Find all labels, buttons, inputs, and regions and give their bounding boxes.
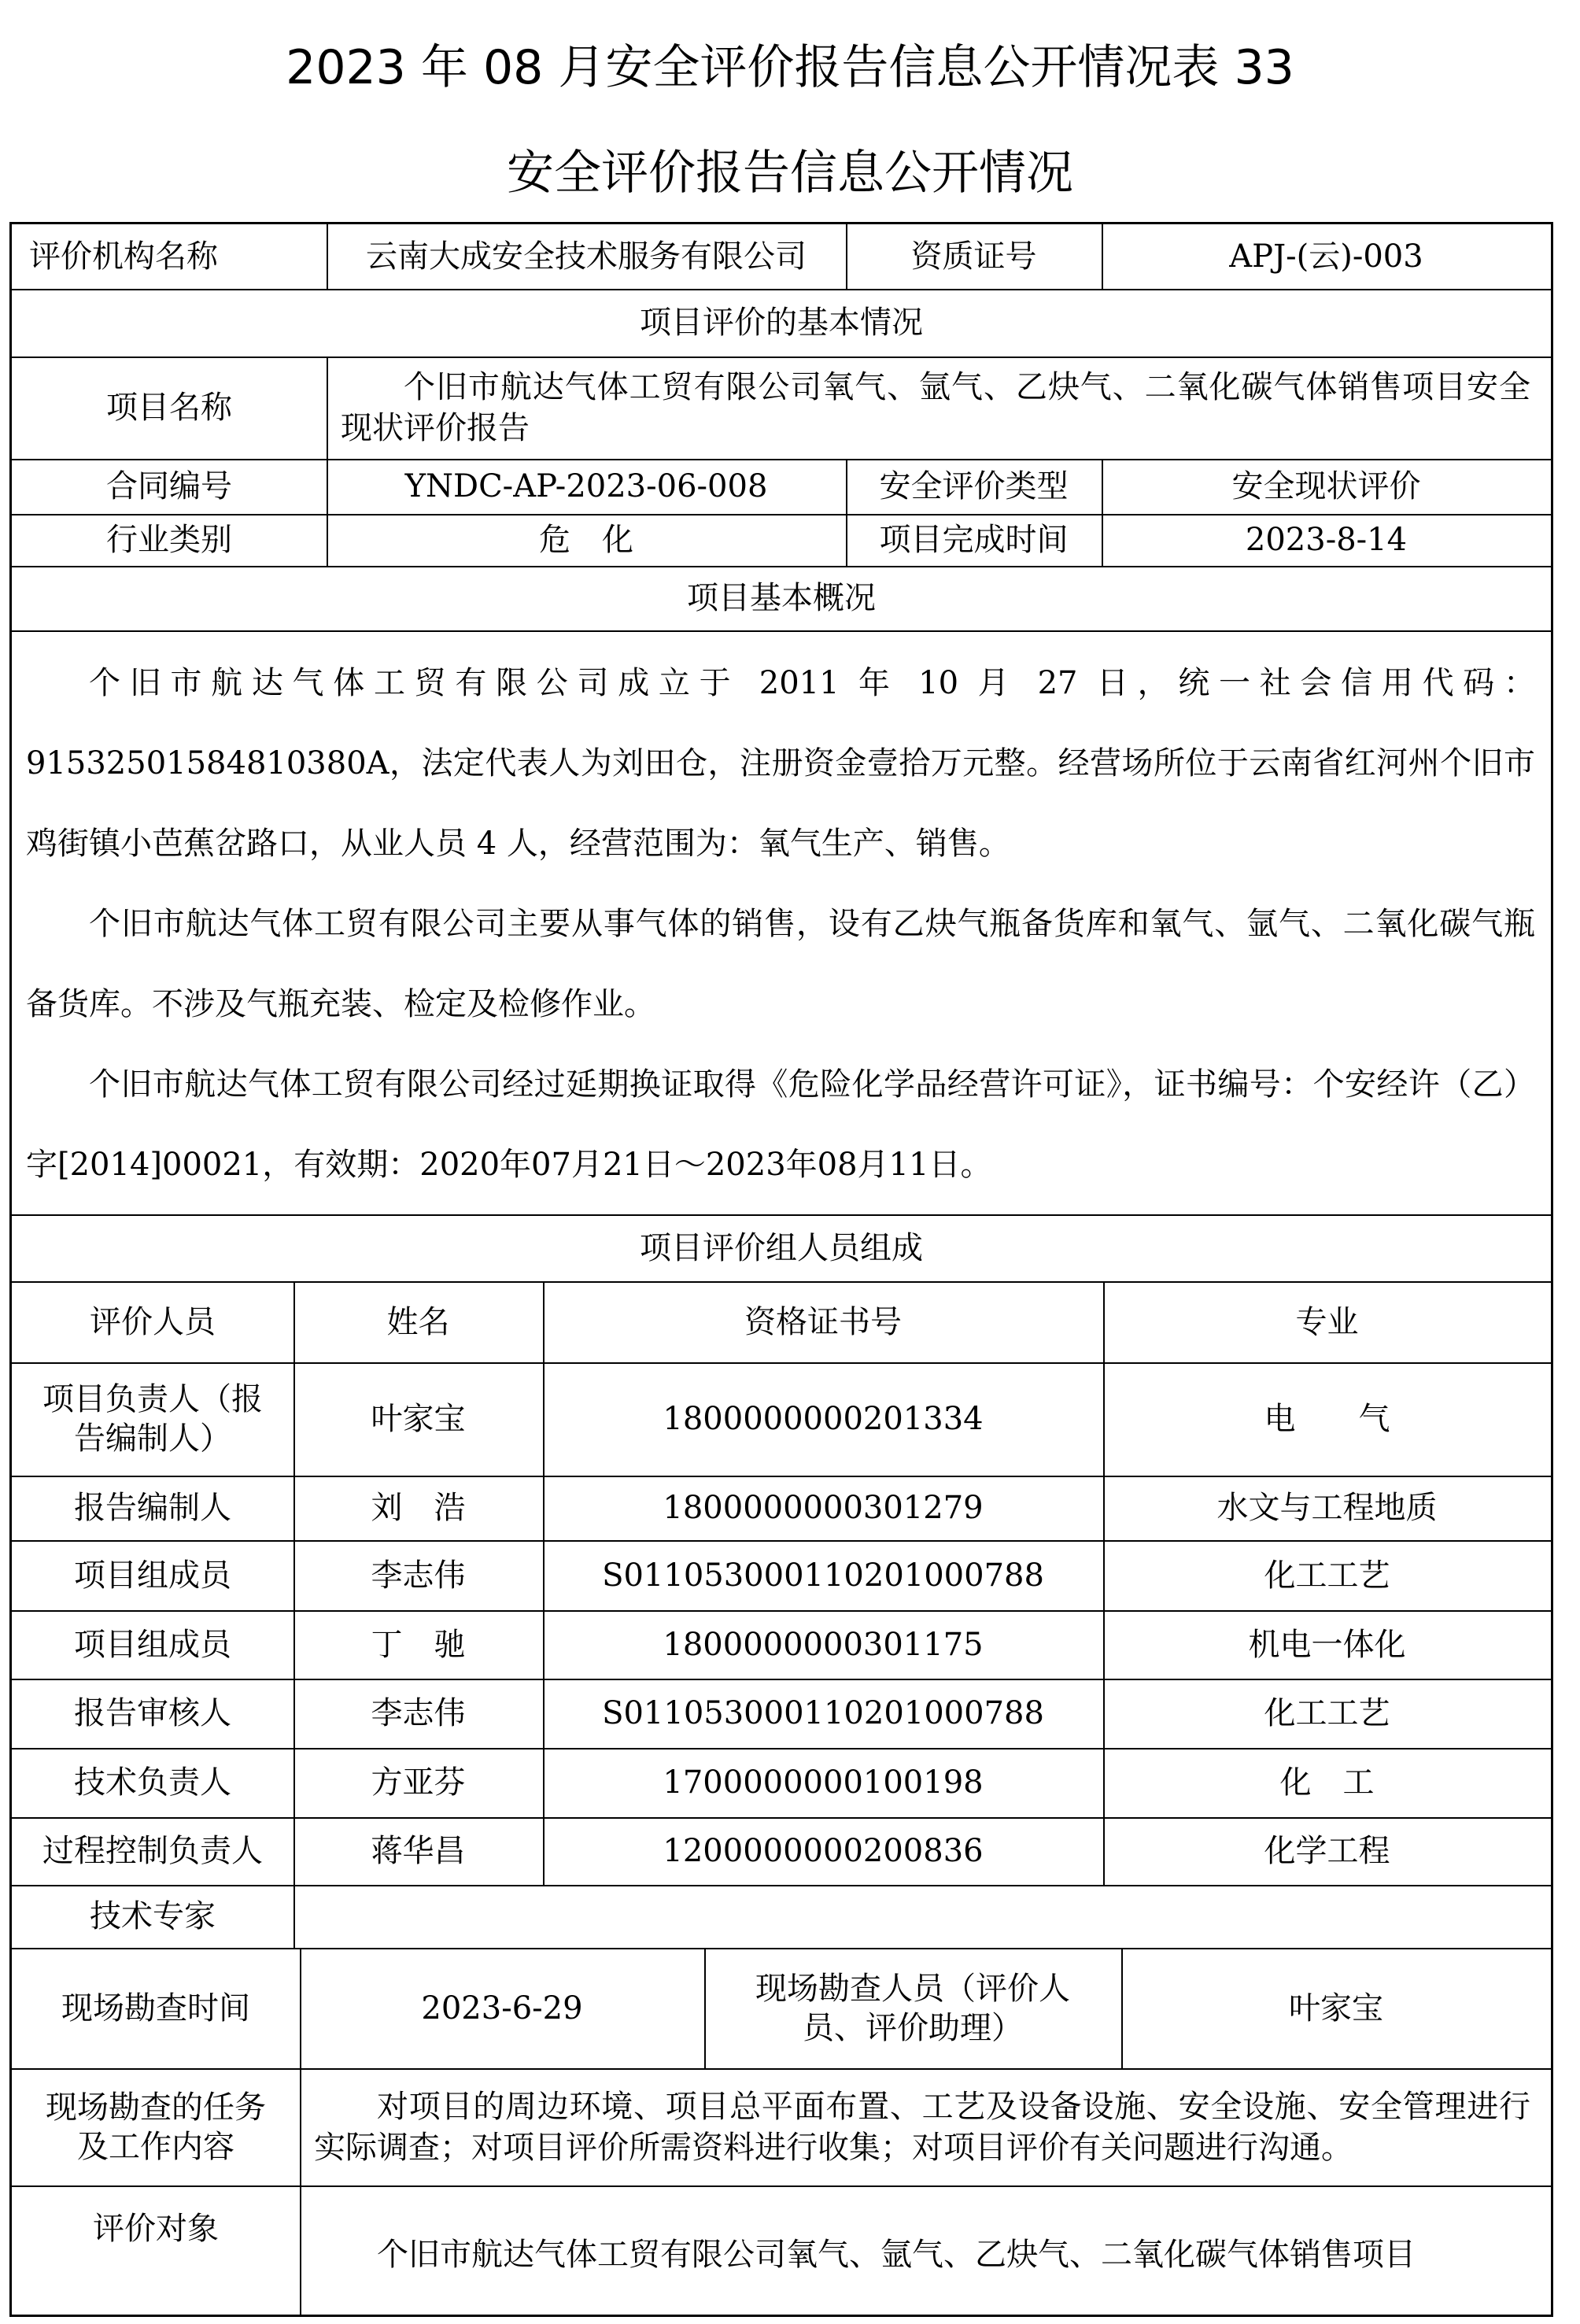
industry-label: 行业类别 [106, 522, 232, 558]
table-row-major: 化工工艺 [1264, 1695, 1390, 1731]
table-row-major: 化工工艺 [1264, 1557, 1390, 1594]
evaluation-type: 安全现状评价 [1231, 468, 1421, 504]
cert-label: 资质证号 [910, 238, 1037, 275]
survey-staff: 叶家宝 [1289, 1990, 1383, 2027]
disclosure-table [9, 222, 1553, 2317]
table-row-major: 电 气 [1264, 1401, 1390, 1437]
survey-task-label: 现场勘查的任务及工作内容 [46, 2089, 266, 2165]
table-row-role: 项目负责人（报告编制人） [42, 1381, 263, 1457]
survey-task: 对项目的周边环境、项目总平面布置、工艺及设备设施、安全设施、安全管理进行实际调查；对项目评价所需资料进行收集；对项目评价有关问题进行沟通。 [314, 2088, 1530, 2166]
overview-paragraph: 个旧市航达气体工贸有限公司主要从事气体的销售，设有乙炔气瓶备货库和氧气、氩气、二氧化碳气瓶备货库。不涉及气瓶充装、检定及检修作业。 [26, 906, 1535, 1022]
table-row-name: 丁 驰 [371, 1626, 466, 1663]
org-name: 云南大成安全技术服务有限公司 [366, 238, 807, 275]
evaluation-object-label: 评价对象 [93, 2211, 219, 2247]
contract-label: 合同编号 [106, 468, 232, 504]
overview-paragraph: 个旧市航达气体工贸有限公司经过延期换证取得《危险化学品经营许可证》，证书编号：个安经许（乙）字[2014]00021，有效期：2020年07月21日～2023年08月11日。 [26, 1066, 1535, 1183]
col-header-major: 专业 [1295, 1303, 1359, 1340]
expert-label: 技术专家 [90, 1898, 216, 1934]
col-header-name: 姓名 [386, 1303, 450, 1340]
project-name: 个旧市航达气体工贸有限公司氧气、氩气、乙炔气、二氧化碳气体销售项目安全现状评价报告 [341, 369, 1530, 446]
evaluation-type-label: 安全评价类型 [879, 468, 1069, 504]
table-row-major: 化学工程 [1264, 1833, 1390, 1869]
table-row-cert: 1200000000200836 [663, 1833, 984, 1869]
table-row-role: 报告审核人 [74, 1695, 231, 1731]
overview-paragraph: 个旧市航达气体工贸有限公司成立于 2011 年 10 月 27 日，统一社会信用代码：91532501584810380A，法定代表人为刘田仓，注册资金壹拾万元整。经营场所位于云南省红河州个旧市鸡街镇小芭蕉岔路口，从业人员 4 人，经营范围为：氧气生产、销售。 [26, 665, 1535, 862]
table-row-cert: 1800000000301279 [663, 1490, 984, 1526]
finish-date: 2023-8-14 [1245, 522, 1408, 558]
table-row-cert: S011053000110201000788 [602, 1695, 1044, 1731]
col-header-role: 评价人员 [90, 1303, 216, 1340]
table-row-role: 项目组成员 [74, 1626, 231, 1663]
cert-number: APJ-(云)-003 [1229, 238, 1423, 275]
survey-staff-label: 现场勘查人员（评价人员、评价助理） [755, 1970, 1070, 2046]
expert-value [293, 1885, 1551, 1948]
table-row-role: 项目组成员 [74, 1557, 231, 1594]
overview-body [26, 643, 1535, 1205]
table-row-name: 方亚芬 [371, 1764, 466, 1801]
table-row-role: 技术负责人 [74, 1764, 231, 1801]
table-row-name: 李志伟 [371, 1557, 466, 1594]
col-header-cert: 资格证书号 [744, 1303, 902, 1340]
project-name-label: 项目名称 [106, 390, 232, 426]
table-row-cert: 1800000000301175 [663, 1626, 984, 1663]
overview-heading: 项目基本概况 [687, 580, 876, 616]
row-divider [12, 630, 1551, 632]
industry: 危 化 [539, 522, 633, 558]
table-row-major: 水文与工程地质 [1216, 1490, 1438, 1526]
finish-date-label: 项目完成时间 [879, 522, 1069, 558]
table-row-cert: 1800000000201334 [663, 1401, 984, 1437]
basic-info-heading: 项目评价的基本情况 [640, 305, 923, 341]
table-row-major: 机电一体化 [1248, 1626, 1406, 1663]
org-label: 评价机构名称 [29, 238, 218, 275]
survey-time: 2023-6-29 [421, 1990, 583, 2027]
contract-number: YNDC-AP-2023-06-008 [404, 468, 768, 504]
evaluation-object: 个旧市航达气体工贸有限公司氧气、氩气、乙炔气、二氧化碳气体销售项目 [377, 2237, 1416, 2273]
survey-time-label: 现场勘查时间 [61, 1990, 250, 2027]
table-row-role: 报告编制人 [74, 1490, 231, 1526]
table-row-name: 叶家宝 [371, 1401, 466, 1437]
table-row-major: 化 工 [1279, 1764, 1375, 1801]
table-row-name: 李志伟 [371, 1695, 466, 1731]
table-row-name: 刘 浩 [371, 1490, 466, 1526]
table-row-role: 过程控制负责人 [42, 1833, 263, 1869]
team-heading: 项目评价组人员组成 [640, 1229, 923, 1266]
table-row-name: 蒋华昌 [371, 1833, 466, 1869]
document-title: 2023 年 08 月安全评价报告信息公开情况表 33 [286, 40, 1294, 95]
document-subtitle: 安全评价报告信息公开情况 [507, 146, 1073, 201]
table-row-cert: S011053000110201000788 [602, 1557, 1044, 1594]
table-row-cert: 1700000000100198 [663, 1764, 984, 1801]
